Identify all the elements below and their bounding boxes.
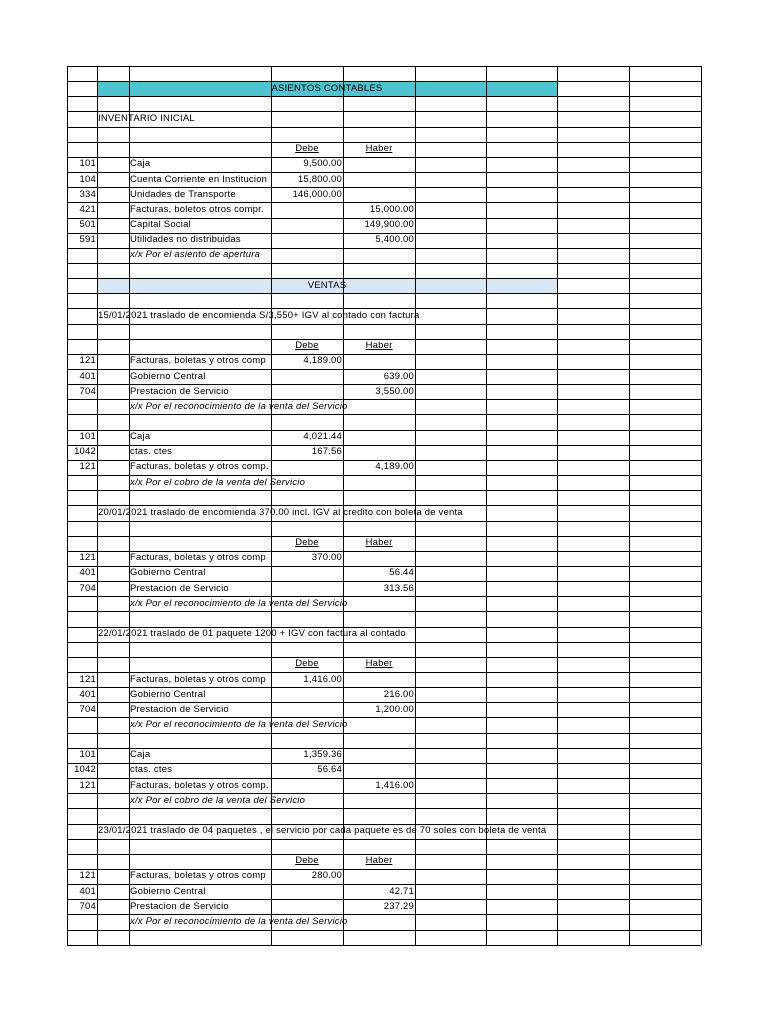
transaction-description: 20/01/2021 traslado de encomienda 370.00 incl. IGV al credito con boleta de venta [98,506,463,518]
haber-header: Haber [365,658,393,670]
account-name: Prestacion de Servicio [130,900,229,912]
account-name: Prestacion de Servicio [130,385,229,397]
grid-row-line [67,808,701,809]
debe-header: Debe [295,855,319,867]
account-name: Prestacion de Servicio [130,582,229,594]
account-code: 704 [79,900,96,912]
debe-amount: 1,416.00 [303,673,342,685]
account-name: Prestacion de Servicio [130,703,229,715]
debe-header: Debe [295,537,319,549]
grid-col-line [701,66,702,945]
grid-row-line [67,127,701,128]
entry-gloss: x/x Por el reconocimiento de la venta del Servicio [130,400,348,412]
haber-amount: 639.00 [383,370,414,382]
account-name: Gobierno Central [130,370,206,382]
debe-header: Debe [295,143,319,155]
transaction-description: 22/01/2021 traslado de 01 paquete 1200 + IGV con factura al contado [98,628,406,640]
account-name: Capital Social [130,219,191,230]
account-code: 121 [79,355,96,367]
grid-row-line [67,263,701,264]
debe-amount: 280.00 [311,870,342,882]
account-code: 121 [79,779,96,791]
haber-amount: 1,416.00 [375,779,414,791]
grid-row-line [67,839,701,840]
haber-header: Haber [365,143,393,155]
grid-row-line [67,733,701,734]
entry-gloss: x/x Por el cobro de la venta del Servicio [130,476,306,488]
account-name: Facturas, boletas y otros comp. [130,461,269,473]
haber-header: Haber [365,340,393,352]
haber-amount: 237.29 [383,900,414,912]
transaction-description: 15/01/2021 traslado de encomienda S/3,550+ IGV al contado con factura [98,309,420,321]
account-name: Facturas, boletas y otros comp [130,870,266,882]
account-code: 401 [79,370,96,382]
debe-header: Debe [295,340,319,352]
account-name: Utilidades no distribuidas [130,234,241,246]
account-name: Caja [130,158,151,170]
account-name: Caja [130,431,151,443]
haber-amount: 216.00 [383,688,414,700]
grid-row-line [67,66,701,67]
grid-row-line [67,490,701,491]
debe-amount: 167.56 [311,446,342,458]
account-code: 101 [79,431,96,443]
account-code: 704 [79,582,96,594]
account-code: 1042 [74,446,96,458]
account-code: 101 [79,749,96,761]
debe-header: Debe [295,658,319,670]
account-name: Gobierno Central [130,885,206,897]
account-code: 1042 [74,764,96,776]
haber-amount: 149,900.00 [364,219,414,230]
account-code: 401 [79,567,96,579]
haber-amount: 5,400.00 [375,234,414,246]
debe-amount: 370.00 [311,552,342,564]
inventario-title: INVENTARIO INICIAL [98,112,195,124]
account-name: Facturas, boletas y otros comp [130,355,266,367]
transaction-description: 23/01/2021 traslado de 04 paquetes , el servicio por cada paquete es de 70 soles con boleta de venta [98,825,547,836]
haber-amount: 1,200.00 [375,703,414,715]
haber-amount: 4,189.00 [375,461,414,473]
account-code: 591 [79,234,96,246]
grid-row-line [67,414,701,415]
haber-amount: 42.71 [389,885,414,897]
entry-gloss: x/x Por el reconocimiento de la venta del Servicio [130,915,348,927]
ventas-title: VENTAS [307,279,347,291]
account-code: 421 [79,203,96,215]
account-name: Cuenta Corriente en Institucion [130,173,268,185]
grid-row-line [67,642,701,643]
grid-row-line [67,930,701,931]
haber-amount: 56.44 [389,567,414,579]
account-code: 121 [79,673,96,685]
account-name: Gobierno Central [130,567,206,579]
account-code: 401 [79,885,96,897]
entry-gloss: x/x Por el asiento de apertura [130,249,261,261]
asientos-contables-title: ASIENTOS CONTABLES [271,82,383,94]
grid-row-line [67,293,701,294]
entry-gloss: x/x Por el cobro de la venta del Servicio [130,794,306,806]
account-code: 121 [79,870,96,882]
account-name: Facturas, boletas y otros comp [130,673,266,685]
entry-gloss: x/x Por el reconocimiento de la venta del Servicio [130,718,348,730]
debe-amount: 146,000.00 [292,188,342,200]
account-name: Facturas, boletas y otros comp [130,552,266,564]
grid-row-line [67,96,701,97]
account-name: Gobierno Central [130,688,206,700]
account-code: 121 [79,552,96,564]
debe-amount: 4,189.00 [303,355,342,367]
account-name: ctas. ctes [130,764,173,776]
haber-header: Haber [365,855,393,867]
haber-amount: 313.56 [383,582,414,594]
debe-amount: 9,500.00 [303,158,342,170]
debe-amount: 15,800.00 [297,173,342,185]
haber-amount: 15,000.00 [369,203,414,215]
account-code: 101 [79,158,96,170]
account-name: Caja [130,749,151,761]
grid-row-line [67,521,701,522]
grid-row-line [67,611,701,612]
account-code: 704 [79,385,96,397]
haber-header: Haber [365,537,393,549]
account-code: 401 [79,688,96,700]
account-name: Facturas, boletas y otros comp. [130,779,269,791]
account-code: 704 [79,703,96,715]
haber-amount: 3,550.00 [375,385,414,397]
debe-amount: 1,359.36 [303,749,342,761]
debe-amount: 4,021.44 [303,431,342,443]
grid-row-line [67,945,701,946]
account-name: Facturas, boletos otros compr. [130,203,264,215]
grid-row-line [67,324,701,325]
account-code: 501 [79,219,96,230]
account-code: 121 [79,461,96,473]
account-code: 334 [79,188,96,200]
account-name: Unidades de Transporte [130,188,236,200]
account-name: ctas. ctes [130,446,173,458]
debe-amount: 56.64 [317,764,342,776]
entry-gloss: x/x Por el reconocimiento de la venta del Servicio [130,597,348,609]
account-code: 104 [79,173,96,185]
